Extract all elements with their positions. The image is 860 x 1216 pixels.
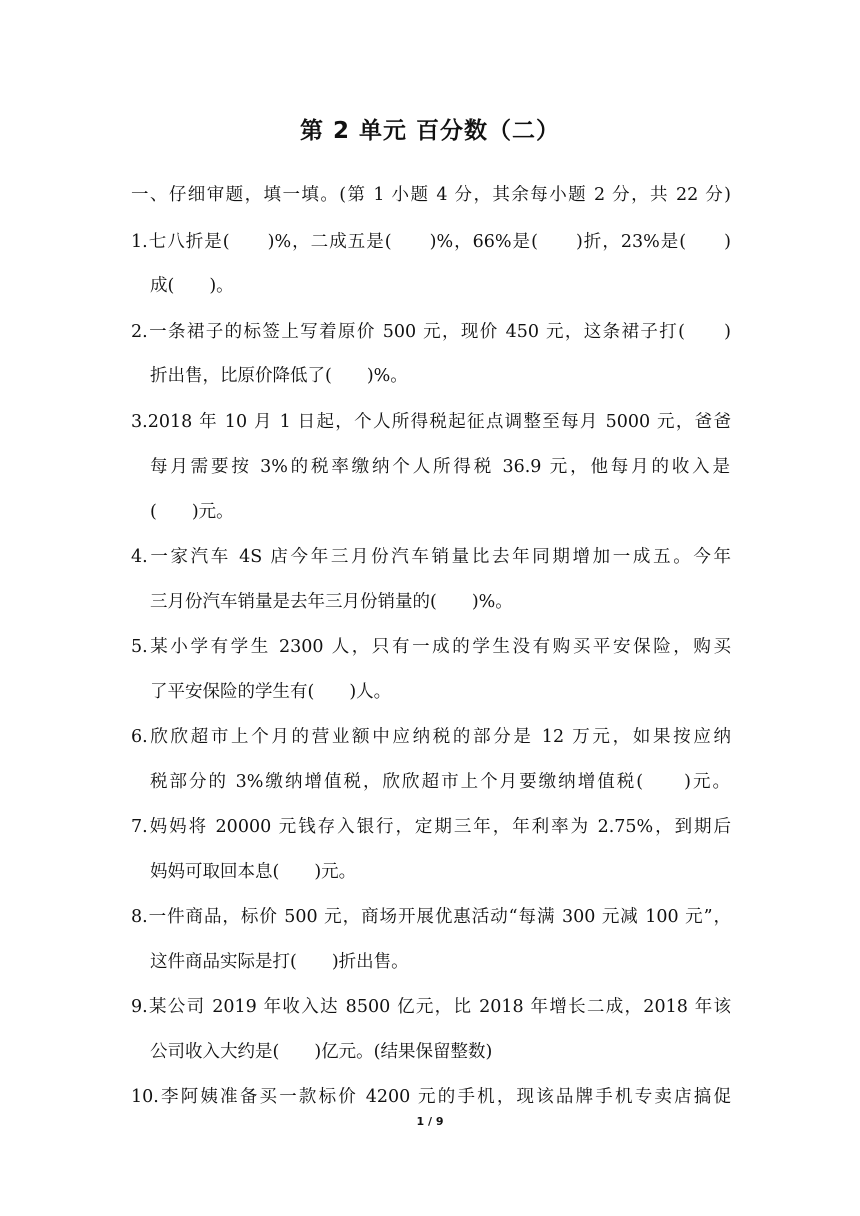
question-3-line-1: 3.2018 年 10 月 1 日起，个人所得税起征点调整至每月 5000 元，爸爸 bbox=[131, 412, 731, 432]
question-6-line-2: 税部分的 3%缴纳增值税，欣欣超市上个月要缴纳增值税( )元。 bbox=[150, 772, 730, 792]
section-heading: 一、仔细审题，填一填。(第 1 小题 4 分，其余每小题 2 分，共 22 分) bbox=[131, 185, 731, 205]
question-5-line-2: 了平安保险的学生有( )人。 bbox=[150, 682, 392, 702]
question-7-line-2: 妈妈可取回本息( )元。 bbox=[150, 862, 357, 882]
question-7-line-1: 7.妈妈将 20000 元钱存入银行，定期三年，年利率为 2.75%，到期后 bbox=[131, 817, 731, 837]
question-2-line-1: 2.一条裙子的标签上写着原价 500 元，现价 450 元，这条裙子打( ) bbox=[131, 322, 731, 342]
question-2-line-2: 折出售，比原价降低了( )%。 bbox=[150, 366, 408, 386]
question-10-line-1: 10.李阿姨准备买一款标价 4200 元的手机，现该品牌手机专卖店搞促 bbox=[131, 1087, 731, 1107]
question-4-line-2: 三月份汽车销量是去年三月份销量的( )%。 bbox=[150, 592, 513, 612]
question-3-line-2: 每月需要按 3%的税率缴纳个人所得税 36.9 元，他每月的收入是 bbox=[150, 457, 730, 477]
question-8-line-2: 这件商品实际是打( )折出售。 bbox=[150, 952, 409, 972]
question-9-line-2: 公司收入大约是( )亿元。(结果保留整数) bbox=[150, 1042, 493, 1062]
question-3-line-3: ( )元。 bbox=[150, 502, 234, 522]
question-8-line-1: 8.一件商品，标价 500 元，商场开展优惠活动“每满 300 元减 100 元”， bbox=[131, 907, 731, 927]
page-number: 1 / 9 bbox=[416, 1115, 444, 1128]
question-6-line-1: 6.欣欣超市上个月的营业额中应纳税的部分是 12 万元，如果按应纳 bbox=[131, 727, 731, 747]
question-1-line-2: 成( )。 bbox=[150, 276, 234, 296]
page-title: 第 2 单元 百分数（二） bbox=[299, 118, 561, 144]
question-9-line-1: 9.某公司 2019 年收入达 8500 亿元，比 2018 年增长二成，2018 年该 bbox=[131, 997, 731, 1017]
question-4-line-1: 4.一家汽车 4S 店今年三月份汽车销量比去年同期增加一成五。今年 bbox=[131, 547, 731, 567]
question-5-line-1: 5.某小学有学生 2300 人，只有一成的学生没有购买平安保险，购买 bbox=[131, 637, 731, 657]
question-1-line-1: 1.七八折是( )%，二成五是( )%，66%是( )折，23%是( ) bbox=[131, 232, 731, 252]
